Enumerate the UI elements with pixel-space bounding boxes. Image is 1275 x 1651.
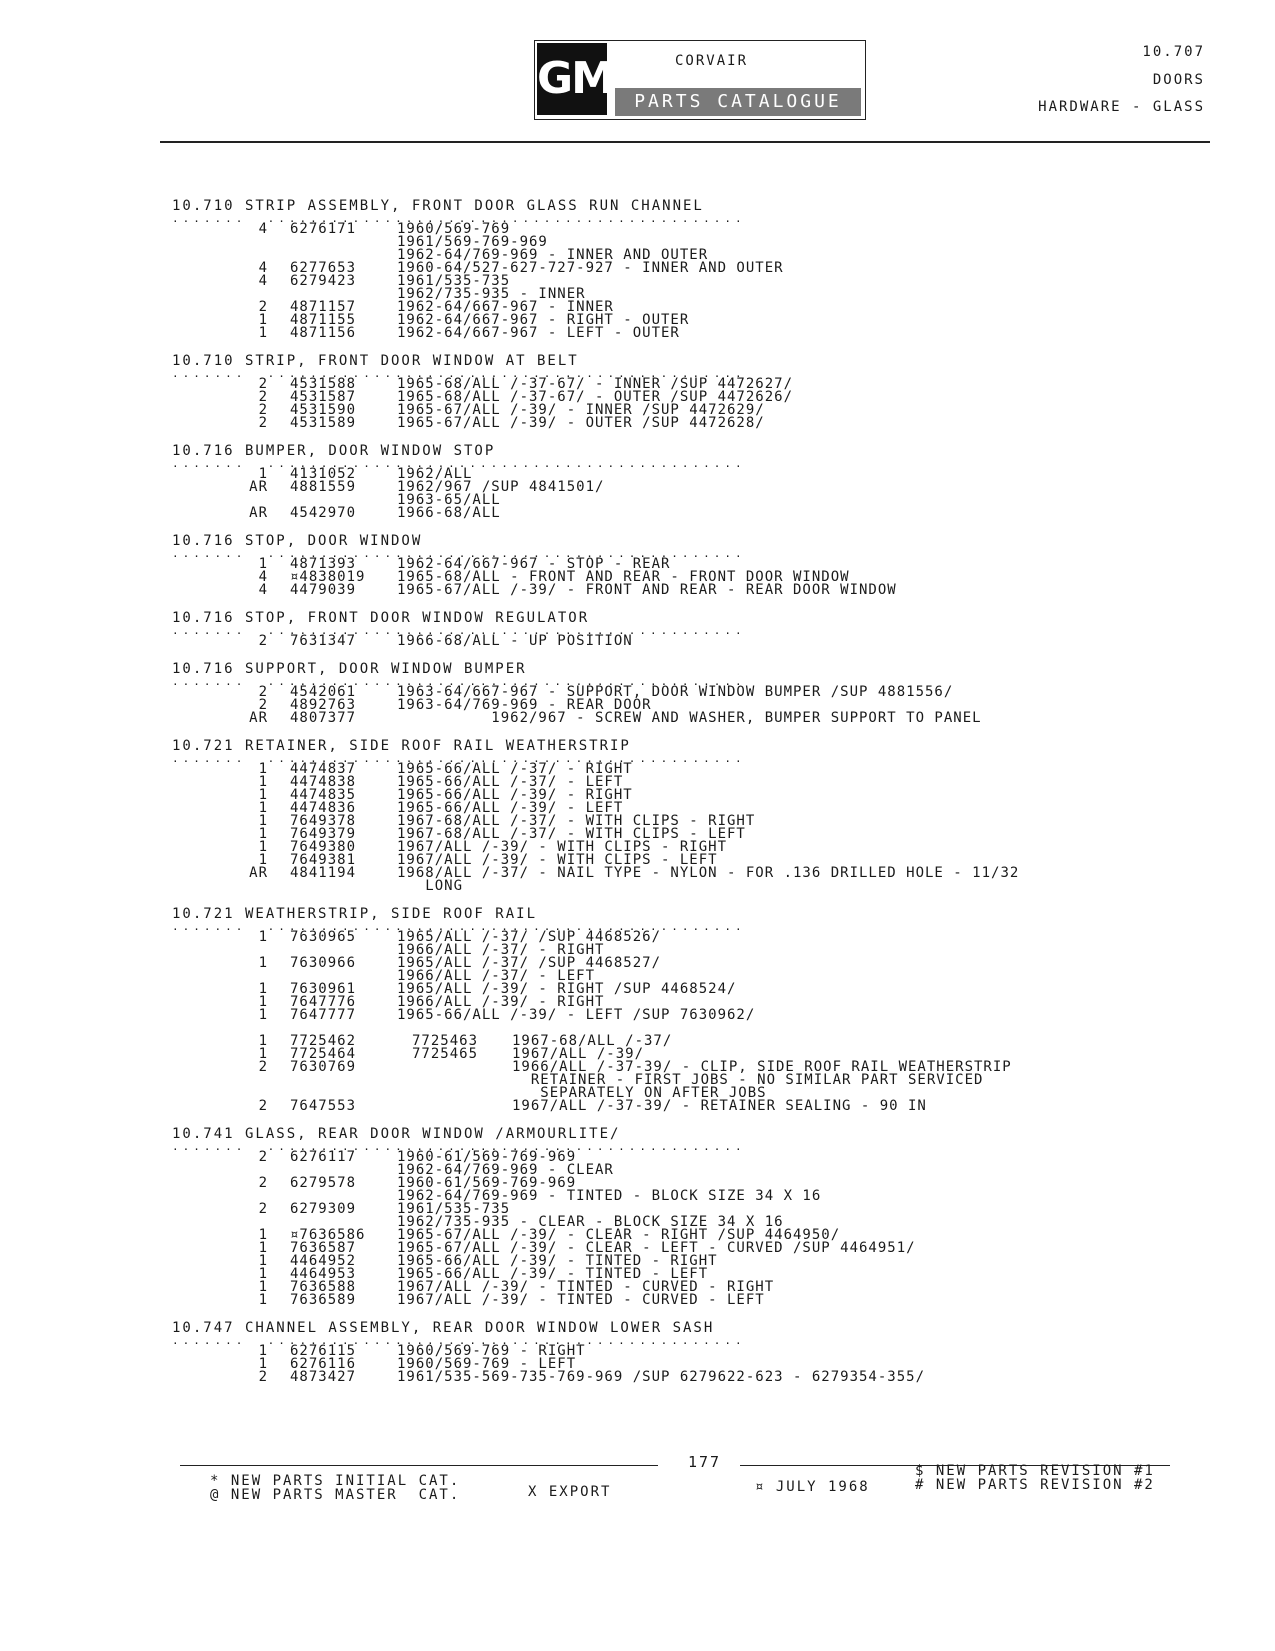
part-description: 1965-67/ALL /-39/ - CLEAR - LEFT - CURVED /SUP 4464951/ — [397, 1240, 916, 1256]
part-description: 1965-68/ALL - FRONT AND REAR - FRONT DOOR WINDOW — [397, 569, 850, 585]
part-number: 7649379 — [290, 826, 357, 842]
subcategory-title: HARDWARE - GLASS — [1038, 99, 1205, 115]
part-row — [172, 635, 1262, 648]
part-description: 1965-66/ALL /-39/ - TINTED - RIGHT — [397, 1253, 718, 1269]
part-description: 1965-67/ALL /-39/ - FRONT AND REAR - REAR DOOR WINDOW — [397, 582, 897, 598]
part-number: 7630961 — [290, 981, 357, 997]
part-number: 4871156 — [290, 325, 357, 341]
section-title: 10.716 SUPPORT, DOOR WINDOW BUMPER — [172, 661, 527, 677]
part-description: 1962/967 /SUP 4841501/ — [397, 479, 605, 495]
part-row — [172, 957, 1262, 970]
part-number: 7630965 — [290, 929, 357, 945]
section-title: 10.710 STRIP, FRONT DOOR WINDOW AT BELT — [172, 353, 579, 369]
quantity: 2 — [258, 697, 268, 713]
part-description: 1962-64/769-969 - CLEAR — [397, 1162, 614, 1178]
catalogue-logo — [534, 40, 866, 120]
part-number: 4892763 — [290, 697, 357, 713]
part-description: LONG — [397, 878, 464, 894]
section-title: 10.741 GLASS, REAR DOOR WINDOW /ARMOURLITE/ — [172, 1126, 621, 1142]
part-description: 1965-66/ALL /-37/ - RIGHT — [397, 761, 633, 777]
part-number: 4871157 — [290, 299, 357, 315]
part-number: 7725464 — [290, 1046, 357, 1062]
part-row — [172, 275, 1262, 288]
quantity: 4 — [258, 260, 268, 276]
parts-section — [172, 198, 1262, 340]
part-description: 1961/569-769-969 — [397, 234, 548, 250]
part-description: 1965-66/ALL /-39/ - TINTED - LEFT — [397, 1266, 709, 1282]
part-number: 7636589 — [290, 1292, 357, 1308]
part-description: 1962/967 - SCREW AND WASHER, BUMPER SUPPORT TO PANEL — [397, 710, 982, 726]
part-row — [172, 931, 1262, 944]
quantity: 1 — [258, 1033, 268, 1049]
leader-dots: ....... ............................................. — [172, 550, 746, 558]
footer-rule-left — [180, 1465, 658, 1466]
part-row — [172, 880, 1262, 893]
part-number: 7647776 — [290, 994, 357, 1010]
part-number: 4474836 — [290, 800, 357, 816]
part-number: 4871393 — [290, 556, 357, 572]
quantity: 1 — [258, 994, 268, 1010]
part-number: 4531587 — [290, 389, 357, 405]
brand-name: CORVAIR — [675, 53, 749, 69]
part-description: 1962/735-935 - INNER — [397, 286, 586, 302]
category-title: DOORS — [1152, 72, 1205, 88]
quantity: 2 — [258, 1059, 268, 1075]
part-row — [172, 481, 1262, 494]
quantity: 1 — [258, 1343, 268, 1359]
part-number: 6279578 — [290, 1175, 357, 1191]
part-description: 1967/ALL /-37-39/ - RETAINER SEALING - 90 IN — [512, 1098, 927, 1114]
part-description: 1967/ALL /-39/ - WITH CLIPS - RIGHT — [397, 839, 728, 855]
part-description: 1966/ALL /-37/ - LEFT — [397, 968, 596, 984]
section-title: 10.721 RETAINER, SIDE ROOF RAIL WEATHERSTRIP — [172, 738, 631, 754]
quantity: 1 — [258, 955, 268, 971]
section-title: 10.716 STOP, DOOR WINDOW — [172, 533, 423, 549]
page-footer — [0, 1450, 1275, 1550]
part-number: 7647777 — [290, 1007, 357, 1023]
part-description: 1962-64/667-967 - INNER — [397, 299, 614, 315]
part-number: 6276116 — [290, 1356, 357, 1372]
quantity: 1 — [258, 1279, 268, 1295]
part-number: 4474835 — [290, 787, 357, 803]
part-description: 1962/735-935 - CLEAR - BLOCK SIZE 34 X 16 — [397, 1214, 784, 1230]
parts-section — [172, 738, 1262, 893]
quantity: 1 — [258, 839, 268, 855]
part-number: 4542970 — [290, 505, 357, 521]
legend-master-cat: @ NEW PARTS MASTER CAT. — [210, 1487, 461, 1503]
part-description: 1967/ALL /-39/ - WITH CLIPS - LEFT — [397, 852, 718, 868]
part-number: 4531590 — [290, 402, 357, 418]
parts-section — [172, 661, 1262, 725]
part-number: 6276171 — [290, 221, 357, 237]
part-number: 4479039 — [290, 582, 357, 598]
catalogue-banner: PARTS CATALOGUE — [615, 88, 861, 116]
part-description: 1965-66/ALL /-39/ - LEFT /SUP 7630962/ — [397, 1007, 756, 1023]
quantity: AR — [249, 710, 268, 726]
part-description: 1966/ALL /-37-39/ - CLIP, SIDE ROOF RAIL WEATHERSTRIP — [512, 1059, 1012, 1075]
quantity: 1 — [258, 1240, 268, 1256]
quantity: 4 — [258, 273, 268, 289]
part-description: 1967-68/ALL /-37/ — [512, 1033, 673, 1049]
part-row — [172, 1371, 1262, 1384]
part-row — [172, 507, 1262, 520]
parts-section — [172, 610, 1262, 648]
part-number: 6279309 — [290, 1201, 357, 1217]
part-number: 4871155 — [290, 312, 357, 328]
quantity: 1 — [258, 826, 268, 842]
quantity: 1 — [258, 325, 268, 341]
quantity: 1 — [258, 312, 268, 328]
part-row — [172, 1151, 1262, 1164]
part-description: 1962-64/667-967 - STOP - REAR — [397, 556, 671, 572]
part-number: 4464952 — [290, 1253, 357, 1269]
part-description: 1967/ALL /-39/ - TINTED - CURVED - RIGHT — [397, 1279, 775, 1295]
quantity: AR — [249, 865, 268, 881]
parts-listing — [172, 198, 1262, 1397]
part-number: 4873427 — [290, 1369, 357, 1385]
part-description: 1967-68/ALL /-37/ - WITH CLIPS - RIGHT — [397, 813, 756, 829]
section-title: 10.716 STOP, FRONT DOOR WINDOW REGULATOR — [172, 610, 590, 626]
part-row — [172, 867, 1262, 880]
quantity: 1 — [258, 1266, 268, 1282]
section-title: 10.721 WEATHERSTRIP, SIDE ROOF RAIL — [172, 906, 538, 922]
part-description: 1963-64/667-967 - SUPPORT, DOOR WINDOW BUMPER /SUP 4881556/ — [397, 684, 954, 700]
part-description: 1965/ALL /-37/ /SUP 4468526/ — [397, 929, 662, 945]
part-number: 4474837 — [290, 761, 357, 777]
page-header — [0, 0, 1275, 150]
part-description: 1962-64/769-969 - INNER AND OUTER — [397, 247, 709, 263]
group-code: 10.707 — [1142, 44, 1205, 60]
quantity: 1 — [258, 852, 268, 868]
parts-section — [172, 353, 1262, 430]
quantity: 2 — [258, 1201, 268, 1217]
part-row — [172, 327, 1262, 340]
part-number: 4131052 — [290, 466, 357, 482]
quantity: 2 — [258, 1098, 268, 1114]
part-description: 1960-64/527-627-727-927 - INNER AND OUTER — [397, 260, 784, 276]
quantity: AR — [249, 479, 268, 495]
parts-section — [172, 906, 1262, 1113]
part-description: 1961/535-735 — [397, 1201, 511, 1217]
quantity: 2 — [258, 1175, 268, 1191]
quantity: 1 — [258, 774, 268, 790]
part-description: 1965-67/ALL /-39/ - OUTER /SUP 4472628/ — [397, 415, 765, 431]
part-description: SEPARATELY ON AFTER JOBS — [512, 1085, 767, 1101]
part-number: 4841194 — [290, 865, 357, 881]
part-description: RETAINER - FIRST JOBS - NO SIMILAR PART SERVICED — [512, 1072, 984, 1088]
part-description: 1962/ALL — [397, 466, 473, 482]
quantity: 1 — [258, 1227, 268, 1243]
gm-logo: GM — [537, 43, 607, 115]
quantity: 4 — [258, 221, 268, 237]
legend-initial-cat: * NEW PARTS INITIAL CAT. — [210, 1473, 461, 1489]
part-number: 7725462 — [290, 1033, 357, 1049]
part-description: 1966-68/ALL - UP POSITION — [397, 633, 633, 649]
part-description: 1966-68/ALL — [397, 505, 501, 521]
part-row — [172, 712, 1262, 725]
alt-part-number: 7725463 — [412, 1033, 479, 1049]
quantity: 2 — [258, 376, 268, 392]
part-number: 4881559 — [290, 479, 357, 495]
quantity: 1 — [258, 800, 268, 816]
part-number: 4542061 — [290, 684, 357, 700]
part-description: 1968/ALL /-37/ - NAIL TYPE - NYLON - FOR .136 DRILLED HOLE - 11/32 — [397, 865, 1020, 881]
part-description: 1967/ALL /-39/ - TINTED - CURVED - LEFT — [397, 1292, 765, 1308]
leader-dots: ....... ............................................. — [172, 627, 746, 635]
part-description: 1965-66/ALL /-39/ - LEFT — [397, 800, 624, 816]
part-number: 7636588 — [290, 1279, 357, 1295]
part-number: 7631347 — [290, 633, 357, 649]
quantity: 1 — [258, 929, 268, 945]
part-description: 1962-64/769-969 - TINTED - BLOCK SIZE 34 X 16 — [397, 1188, 822, 1204]
quantity: 1 — [258, 1292, 268, 1308]
part-number: 7649380 — [290, 839, 357, 855]
quantity: 2 — [258, 389, 268, 405]
part-number: 7647553 — [290, 1098, 357, 1114]
part-number: 6277653 — [290, 260, 357, 276]
part-description: 1960-61/569-769-969 — [397, 1175, 577, 1191]
part-description: 1960/569-769 - RIGHT — [397, 1343, 586, 1359]
part-number: 4474838 — [290, 774, 357, 790]
revision-date: ¤ JULY 1968 — [755, 1479, 870, 1495]
quantity: 1 — [258, 1253, 268, 1269]
alt-part-number: 7725465 — [412, 1046, 479, 1062]
part-description: 1967/ALL /-39/ — [512, 1046, 645, 1062]
leader-dots: ....... ............................................. — [172, 923, 746, 931]
section-title: 10.716 BUMPER, DOOR WINDOW STOP — [172, 443, 496, 459]
part-description: 1960-61/569-769-969 — [397, 1149, 577, 1165]
part-number: 7649381 — [290, 852, 357, 868]
part-number: 7630769 — [290, 1059, 357, 1075]
part-description: 1961/535-569-735-769-969 /SUP 6279622-623 - 6279354-355/ — [397, 1369, 926, 1385]
legend-export: X EXPORT — [528, 1484, 612, 1500]
legend-revision-1: $ NEW PARTS REVISION #1 — [915, 1463, 1155, 1479]
part-description: 1966/ALL /-39/ - RIGHT — [397, 994, 605, 1010]
quantity: 1 — [258, 813, 268, 829]
quantity: 1 — [258, 556, 268, 572]
leader-dots: ....... ............................................. — [172, 755, 746, 763]
leader-dots: ....... ............................................. — [172, 460, 746, 468]
part-number: ¤7636586 — [290, 1227, 366, 1243]
legend-revision-2: # NEW PARTS REVISION #2 — [915, 1477, 1155, 1493]
part-row — [172, 1100, 1262, 1113]
parts-section — [172, 1126, 1262, 1307]
quantity: 2 — [258, 684, 268, 700]
quantity: 2 — [258, 415, 268, 431]
leader-dots: ....... ............................................. — [172, 1143, 746, 1151]
part-row — [172, 417, 1262, 430]
part-description: 1966/ALL /-37/ - RIGHT — [397, 942, 605, 958]
part-row — [172, 1009, 1262, 1022]
quantity: 1 — [258, 787, 268, 803]
part-description: 1965-66/ALL /-39/ - RIGHT — [397, 787, 633, 803]
part-description: 1965/ALL /-39/ - RIGHT /SUP 4468524/ — [397, 981, 737, 997]
quantity: 2 — [258, 299, 268, 315]
part-description: 1965-66/ALL /-37/ - LEFT — [397, 774, 624, 790]
quantity: 2 — [258, 402, 268, 418]
part-description: 1963-64/769-969 - REAR DOOR — [397, 697, 652, 713]
part-description: 1965-68/ALL /-37-67/ - INNER /SUP 4472627/ — [397, 376, 794, 392]
leader-dots: ....... ............................................. — [172, 678, 746, 686]
part-number: 6276115 — [290, 1343, 357, 1359]
part-description: 1965/ALL /-37/ /SUP 4468527/ — [397, 955, 662, 971]
part-row — [172, 584, 1262, 597]
parts-section — [172, 1320, 1262, 1384]
quantity: 2 — [258, 1369, 268, 1385]
quantity: 1 — [258, 1046, 268, 1062]
section-title: 10.710 STRIP ASSEMBLY, FRONT DOOR GLASS RUN CHANNEL — [172, 198, 704, 214]
part-description: 1965-67/ALL /-39/ - CLEAR - RIGHT /SUP 4464950/ — [397, 1227, 841, 1243]
quantity: 1 — [258, 1007, 268, 1023]
quantity: 2 — [258, 1149, 268, 1165]
quantity: 1 — [258, 466, 268, 482]
part-number: 6279423 — [290, 273, 357, 289]
part-number: 4807377 — [290, 710, 357, 726]
part-number: 4464953 — [290, 1266, 357, 1282]
quantity: 1 — [258, 761, 268, 777]
part-description: 1962-64/667-967 - RIGHT - OUTER — [397, 312, 690, 328]
leader-dots: ....... ............................................. — [172, 215, 746, 223]
part-number: 7636587 — [290, 1240, 357, 1256]
parts-section — [172, 443, 1262, 520]
part-description: 1960/569-769 - LEFT — [397, 1356, 577, 1372]
quantity: 2 — [258, 633, 268, 649]
part-number: 7630966 — [290, 955, 357, 971]
part-row — [172, 236, 1262, 249]
section-title: 10.747 CHANNEL ASSEMBLY, REAR DOOR WINDOW LOWER SASH — [172, 1320, 715, 1336]
part-description: 1962-64/667-967 - LEFT - OUTER — [397, 325, 680, 341]
quantity: AR — [249, 505, 268, 521]
leader-dots: ....... ............................................. — [172, 370, 746, 378]
page-number: 177 — [688, 1453, 722, 1471]
part-description: 1967-68/ALL /-37/ - WITH CLIPS - LEFT — [397, 826, 746, 842]
part-number: ¤4838019 — [290, 569, 366, 585]
part-row — [172, 223, 1262, 236]
part-number: 6276117 — [290, 1149, 357, 1165]
quantity: 1 — [258, 981, 268, 997]
quantity: 4 — [258, 569, 268, 585]
leader-dots: ....... ............................................. — [172, 1337, 746, 1345]
part-number: 4531589 — [290, 415, 357, 431]
part-description: 1963-65/ALL — [397, 492, 501, 508]
parts-section — [172, 533, 1262, 597]
part-number: 7649378 — [290, 813, 357, 829]
part-description: 1961/535-735 — [397, 273, 511, 289]
part-description: 1965-68/ALL /-37-67/ - OUTER /SUP 4472626/ — [397, 389, 794, 405]
header-divider — [160, 141, 1210, 143]
part-number: 4531588 — [290, 376, 357, 392]
quantity: 1 — [258, 1356, 268, 1372]
part-description: 1965-67/ALL /-39/ - INNER /SUP 4472629/ — [397, 402, 765, 418]
part-description: 1960/569-769 — [397, 221, 511, 237]
quantity: 4 — [258, 582, 268, 598]
part-row — [172, 1294, 1262, 1307]
